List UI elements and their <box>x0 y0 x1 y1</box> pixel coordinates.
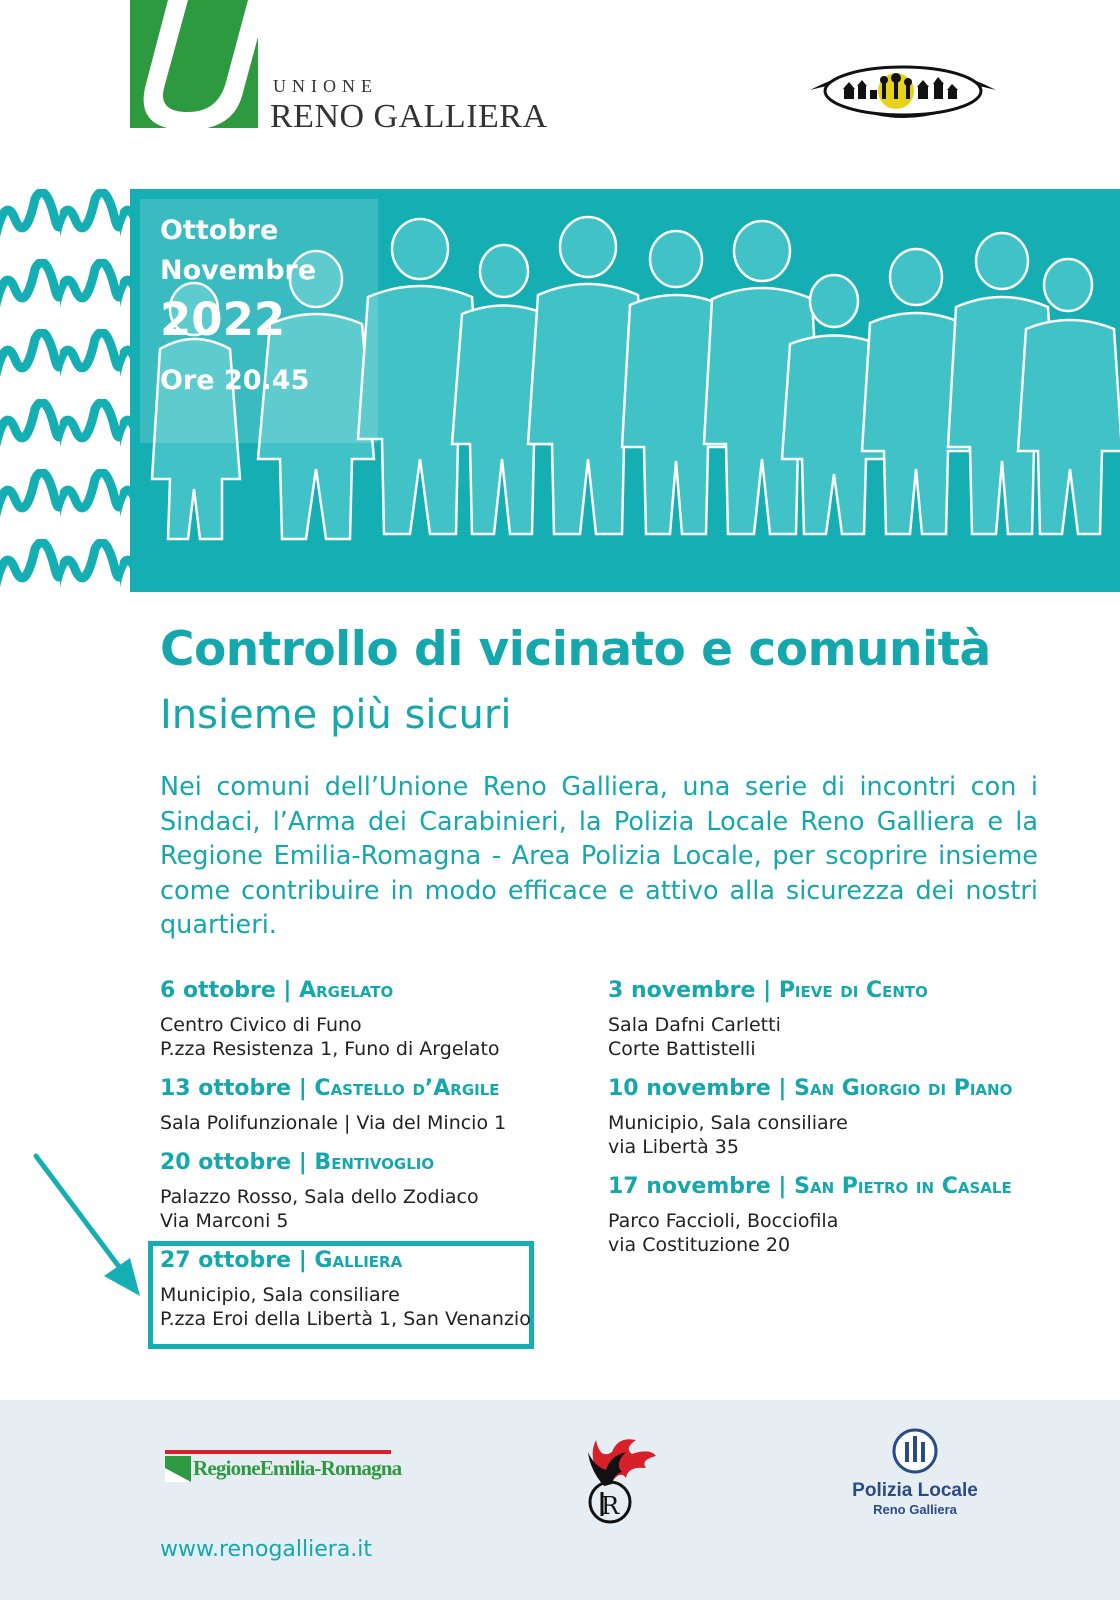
controllo-vicinato-eye-logo <box>808 56 998 130</box>
event-heading <box>608 978 928 1003</box>
region-flag-icon <box>165 1456 191 1482</box>
event-address: Corte Battistelli <box>608 1038 756 1060</box>
page-title: Controllo di vicinato e comunità <box>160 622 991 677</box>
event-separator: | <box>275 978 300 1003</box>
event-address: Via Marconi 5 <box>160 1210 289 1232</box>
event-separator: | <box>291 1248 315 1273</box>
event-address: via Costituzione 20 <box>608 1234 791 1256</box>
polizia-subtitle: Reno Galliera <box>873 1502 957 1517</box>
event-address: P.zza Resistenza 1, Funo di Argelato <box>160 1038 500 1060</box>
event-argelato <box>160 978 500 1061</box>
event-date: 27 ottobre <box>160 1248 292 1273</box>
union-label: UNIONE <box>273 76 378 96</box>
event-date: 17 novembre <box>608 1174 771 1199</box>
event-heading <box>608 1174 1012 1199</box>
event-address: via Libertà 35 <box>608 1136 739 1158</box>
event-bentivoglio <box>160 1150 479 1233</box>
event-separator: | <box>291 1076 315 1101</box>
event-san-giorgio-di-piano <box>608 1076 1012 1159</box>
event-heading <box>160 1076 506 1101</box>
year: 2022 <box>160 293 286 346</box>
union-name: RENO GALLIERA <box>270 98 548 135</box>
event-date: 13 ottobre <box>160 1076 292 1101</box>
event-galliera <box>160 1248 531 1331</box>
event-heading <box>160 1150 479 1175</box>
event-separator: | <box>755 978 779 1003</box>
event-venue: Sala Dafni Carletti <box>608 1014 781 1036</box>
event-heading <box>160 1248 531 1273</box>
event-venue: Sala Polifunzionale | Via del Mincio 1 <box>160 1112 507 1134</box>
website-link[interactable]: www.renogalliera.it <box>160 1537 373 1562</box>
event-city: Castello d’Argile <box>314 1076 500 1101</box>
page-subtitle: Insieme più sicuri <box>160 692 512 738</box>
event-date: 10 novembre <box>608 1076 771 1101</box>
event-venue: Centro Civico di Funo <box>160 1014 362 1036</box>
intro-paragraph: Nei comuni dell’Unione Reno Galliera, una serie di incontri con i Sindaci, l’Arma dei Carabinieri, la Polizia Locale Reno Galliera e la Regione Emilia-Romagna - Area Polizia Locale, per scoprire insieme come contribuire in modo efficace e attivo alla sicurezza dei nostri quartieri. <box>160 772 1038 940</box>
event-castello-dargile <box>160 1076 506 1135</box>
event-time: Ore 20.45 <box>160 365 310 396</box>
region-name: RegioneEmilia-Romagna <box>193 1456 402 1480</box>
arrow-icon <box>28 1150 148 1300</box>
event-san-pietro-in-casale <box>608 1174 1012 1257</box>
event-city: Argelato <box>299 978 394 1003</box>
svg-text:R: R <box>600 1492 620 1520</box>
polizia-locale-logo <box>830 1428 1000 1517</box>
event-venue: Palazzo Rosso, Sala dello Zodiaco <box>160 1186 479 1208</box>
month-october: Ottobre <box>160 215 279 246</box>
event-venue: Municipio, Sala consiliare <box>160 1284 400 1306</box>
hero-banner <box>130 189 1120 592</box>
event-city: Galliera <box>314 1248 403 1273</box>
event-address: P.zza Eroi della Libertà 1, San Venanzio <box>160 1308 531 1330</box>
event-city: San Giorgio di Piano <box>794 1076 1013 1101</box>
event-heading <box>608 1076 1012 1101</box>
event-city: Pieve di Cento <box>778 978 928 1003</box>
event-city: Bentivoglio <box>314 1150 435 1175</box>
event-date: 20 ottobre <box>160 1150 292 1175</box>
event-date: 6 ottobre <box>160 978 276 1003</box>
event-separator: | <box>770 1076 795 1101</box>
event-date: 3 novembre <box>608 978 756 1003</box>
region-red-bar <box>165 1450 391 1454</box>
event-venue: Parco Faccioli, Bocciofila <box>608 1210 839 1232</box>
event-pieve-di-cento <box>608 978 928 1061</box>
month-november: Novembre <box>160 255 317 286</box>
event-heading <box>160 978 500 1003</box>
event-venue: Municipio, Sala consiliare <box>608 1112 848 1134</box>
polizia-badge-icon <box>892 1428 938 1474</box>
event-separator: | <box>770 1174 795 1199</box>
wave-pattern <box>0 189 130 592</box>
event-city: San Pietro in Casale <box>794 1174 1012 1199</box>
unione-u-logo <box>130 0 258 128</box>
event-separator: | <box>291 1150 315 1175</box>
polizia-title: Polizia Locale <box>852 1480 978 1501</box>
carabinieri-flame-icon <box>566 1430 658 1526</box>
